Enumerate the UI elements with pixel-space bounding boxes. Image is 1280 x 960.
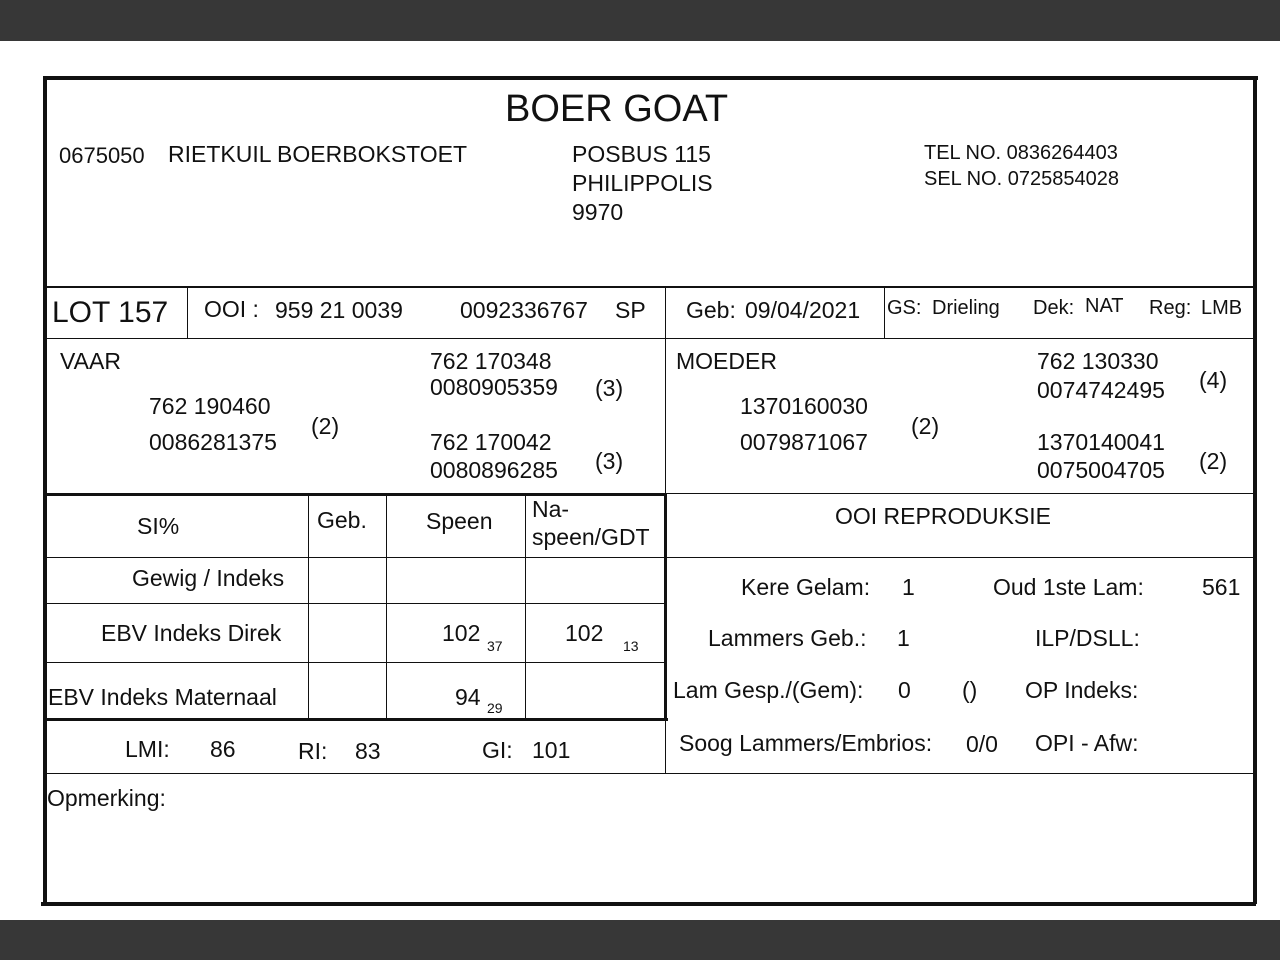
op-indeks-label: OP Indeks: <box>1025 677 1139 703</box>
rule-lot-divider <box>187 287 188 338</box>
ilp-label: ILP/DSLL: <box>1035 625 1140 651</box>
lot-number: LOT 157 <box>52 296 169 329</box>
soog-value: 0/0 <box>966 731 998 757</box>
rule-col-geb <box>308 495 309 719</box>
naspeen-header-line2: speen/GDT <box>532 524 650 550</box>
moeder-sire-grade: (4) <box>1199 367 1228 393</box>
ooi-id: 0092336767 <box>460 297 588 323</box>
ooi-number: 959 21 0039 <box>275 297 403 323</box>
dek-value: NAT <box>1085 295 1124 317</box>
si-header: SI% <box>137 513 180 539</box>
ooi-label: OOI : <box>204 296 259 322</box>
vaar-grade: (2) <box>311 413 340 439</box>
address-line-3: 9970 <box>572 199 624 225</box>
direk-speen-value: 102 <box>442 620 481 646</box>
opi-afw-label: OPI - Afw: <box>1035 730 1139 756</box>
bottom-dark-band <box>0 920 1280 960</box>
frame-right <box>1253 76 1257 904</box>
kere-gelam-label: Kere Gelam: <box>741 574 871 600</box>
address-line-1: POSBUS 115 <box>572 141 711 167</box>
rule-pedigree-bottom-left <box>45 493 666 496</box>
rule-index-thick <box>664 494 667 720</box>
vaar-sire-grade: (3) <box>595 375 624 401</box>
lmi-label: LMI: <box>125 736 170 762</box>
gs-value: Drieling <box>932 297 1000 319</box>
vaar-dam-number: 762 170042 <box>430 429 552 455</box>
moeder-number: 1370160030 <box>740 393 868 419</box>
ri-label: RI: <box>298 738 328 764</box>
moeder-dam-grade: (2) <box>1199 448 1228 474</box>
vaar-dam-id: 0080896285 <box>430 457 558 483</box>
rule-col-speen <box>386 495 387 719</box>
direk-row-label: EBV Indeks Direk <box>101 620 282 646</box>
rule-index-header <box>45 557 1255 558</box>
rule-summary <box>45 773 1255 774</box>
lammers-geb-label: Lammers Geb.: <box>708 625 867 651</box>
oud-value: 561 <box>1202 574 1241 600</box>
rule-gewig <box>45 603 666 604</box>
lammers-geb-value: 1 <box>897 625 910 651</box>
geb-header: Geb. <box>317 507 367 533</box>
kere-gelam-value: 1 <box>902 574 915 600</box>
vaar-sire-number: 762 170348 <box>430 348 552 374</box>
remarks-label: Opmerking: <box>47 785 166 811</box>
frame-left <box>43 76 47 904</box>
sel-number: SEL NO. 0725854028 <box>924 168 1119 190</box>
moeder-id: 0079871067 <box>740 429 868 455</box>
speen-header: Speen <box>426 508 493 534</box>
rule-lot-top <box>45 286 1255 288</box>
oud-label: Oud 1ste Lam: <box>993 574 1144 600</box>
naspeen-header-line1: Na- <box>532 496 570 522</box>
gewig-row-label: Gewig / Indeks <box>132 565 285 591</box>
ooi-grade: SP <box>615 297 646 323</box>
gs-label: GS: <box>887 297 922 319</box>
breeder-name: RIETKUIL BOERBOKSTOET <box>168 141 468 167</box>
lam-gesp-label: Lam Gesp./(Gem): <box>673 677 864 703</box>
tel-number: TEL NO. 0836264403 <box>924 142 1118 164</box>
rule-direk <box>45 662 666 663</box>
dek-label: Dek: <box>1033 297 1075 319</box>
gi-label: GI: <box>482 737 513 763</box>
direk-naspeen-accuracy: 13 <box>623 638 639 654</box>
rule-gs-divider <box>884 287 885 338</box>
address-line-2: PHILIPPOLIS <box>572 170 713 196</box>
breeder-code: 0675050 <box>59 143 145 168</box>
moeder-label: MOEDER <box>676 348 777 374</box>
reproduction-title: OOI REPRODUKSIE <box>835 503 1051 529</box>
geb-date: 09/04/2021 <box>745 297 861 323</box>
document-title: BOER GOAT <box>505 88 729 130</box>
frame-top <box>43 76 1258 80</box>
ri-value: 83 <box>355 738 381 764</box>
maternaal-speen-accuracy: 29 <box>487 700 503 716</box>
reg-label: Reg: <box>1149 297 1192 319</box>
reg-value: LMB <box>1201 297 1243 319</box>
rule-maternaal <box>45 718 668 721</box>
direk-naspeen-value: 102 <box>565 620 604 646</box>
moeder-dam-id: 0075004705 <box>1037 457 1165 483</box>
soog-label: Soog Lammers/Embrios: <box>679 730 933 756</box>
rule-lot-bottom <box>45 338 1255 339</box>
geb-label: Geb: <box>686 297 736 323</box>
rule-geb-divider <box>665 287 666 338</box>
top-dark-band <box>0 0 1280 41</box>
vaar-dam-grade: (3) <box>595 448 624 474</box>
lmi-value: 86 <box>210 736 236 762</box>
lam-gesp-gem: () <box>962 677 978 703</box>
lam-gesp-value: 0 <box>898 677 911 703</box>
direk-speen-accuracy: 37 <box>487 638 503 654</box>
vaar-sire-id: 0080905359 <box>430 374 558 400</box>
rule-pedigree-bottom-right <box>666 493 1255 494</box>
maternaal-row-label: EBV Indeks Maternaal <box>48 684 277 710</box>
vaar-id: 0086281375 <box>149 429 277 455</box>
moeder-sire-id: 0074742495 <box>1037 377 1165 403</box>
frame-bottom <box>41 902 1256 906</box>
moeder-dam-number: 1370140041 <box>1037 429 1165 455</box>
gi-value: 101 <box>532 737 571 763</box>
rule-col-naspeen <box>525 495 526 719</box>
vaar-number: 762 190460 <box>149 393 271 419</box>
vaar-label: VAAR <box>60 348 121 374</box>
maternaal-speen-value: 94 <box>455 684 481 710</box>
moeder-sire-number: 762 130330 <box>1037 348 1159 374</box>
moeder-grade: (2) <box>911 413 940 439</box>
